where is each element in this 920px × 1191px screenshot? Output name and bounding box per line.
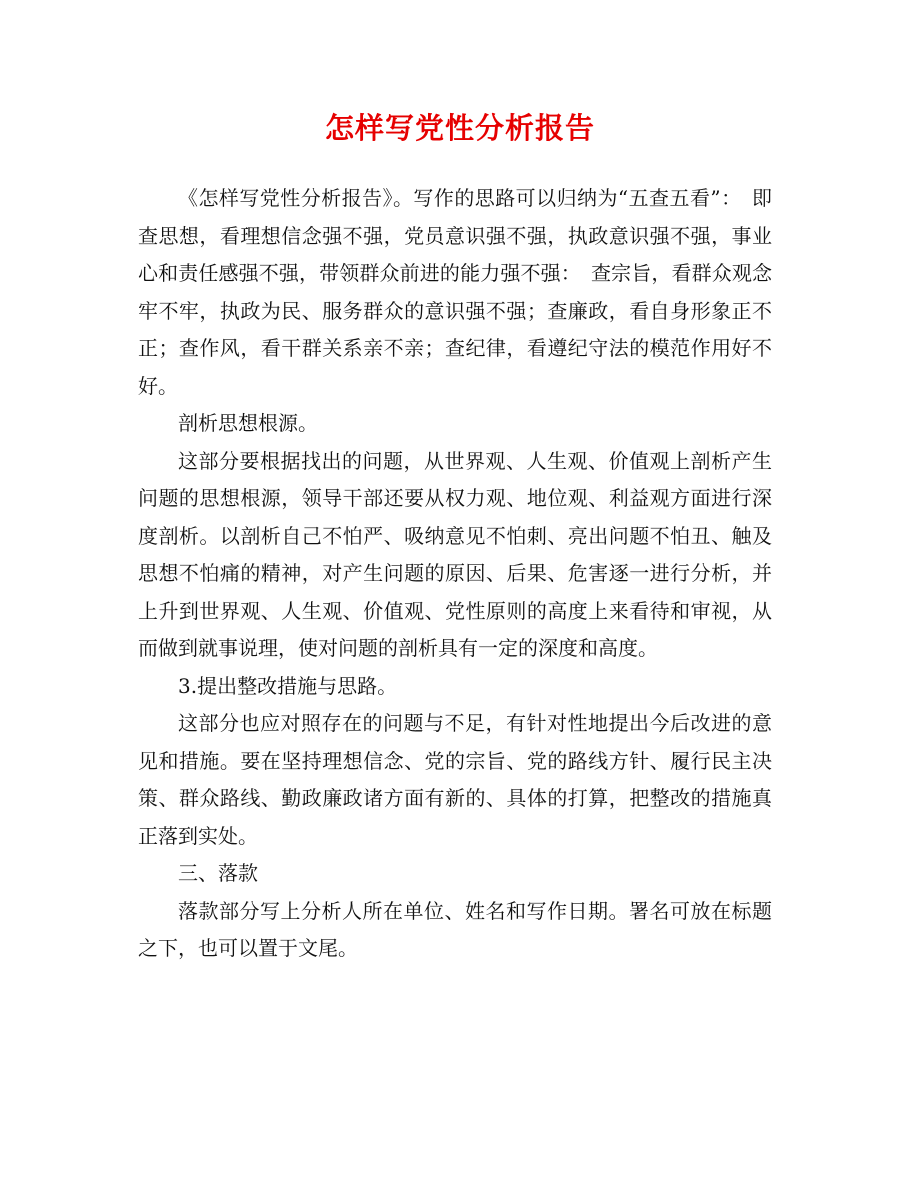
- paragraph-root-analysis: 这部分要根据找出的问题，从世界观、人生观、价值观上剖析产生问题的思想根源，领导干部还要从权力观、地位观、利益观方面进行深度剖析。以剖析自己不怕严、吸纳意见不怕刺、亮出问题不怕丑、触及思想不怕痛的精神，对产生问题的原因、后果、危害逐一进行分析，并上升到世界观、人生观、价值观、党性原则的高度上来看待和审视，从而做到就事说理，使对问题的剖析具有一定的深度和高度。: [138, 448, 772, 660]
- paragraph-five-checks: 《怎样写党性分析报告》。写作的思路可以归纳为“五查五看”： 即查思想，看理想信念强不强，党员意识强不强，执政意识强不强，事业心和责任感强不强，带领群众前进的能力强不强： 查宗旨，看群众观念牢不牢，执政为民、服务群众的意识强不强；查廉政，看自身形象正不正；查作风，看干群关系亲不亲；查纪律，看遵纪守法的模范作用好不好。: [138, 186, 772, 398]
- section-heading-root-analysis: 剖析思想根源。: [178, 411, 318, 435]
- document-body: [138, 180, 772, 968]
- section-heading-rectification: 3.提出整改措施与思路。: [178, 673, 398, 698]
- paragraph-rectification: 这部分也应对照存在的问题与不足，有针对性地提出今后改进的意见和措施。要在坚持理想信念、党的宗旨、党的路线方针、履行民主决策、群众路线、勤政廉政诸方面有新的、具体的打算，把整改的措施真正落到实处。: [138, 711, 772, 848]
- section-heading-signature: 三、落款: [178, 861, 258, 885]
- document-title: 怎样写党性分析报告: [324, 111, 595, 145]
- paragraph-signature: 落款部分写上分析人所在单位、姓名和写作日期。署名可放在标题之下，也可以置于文尾。: [138, 898, 772, 960]
